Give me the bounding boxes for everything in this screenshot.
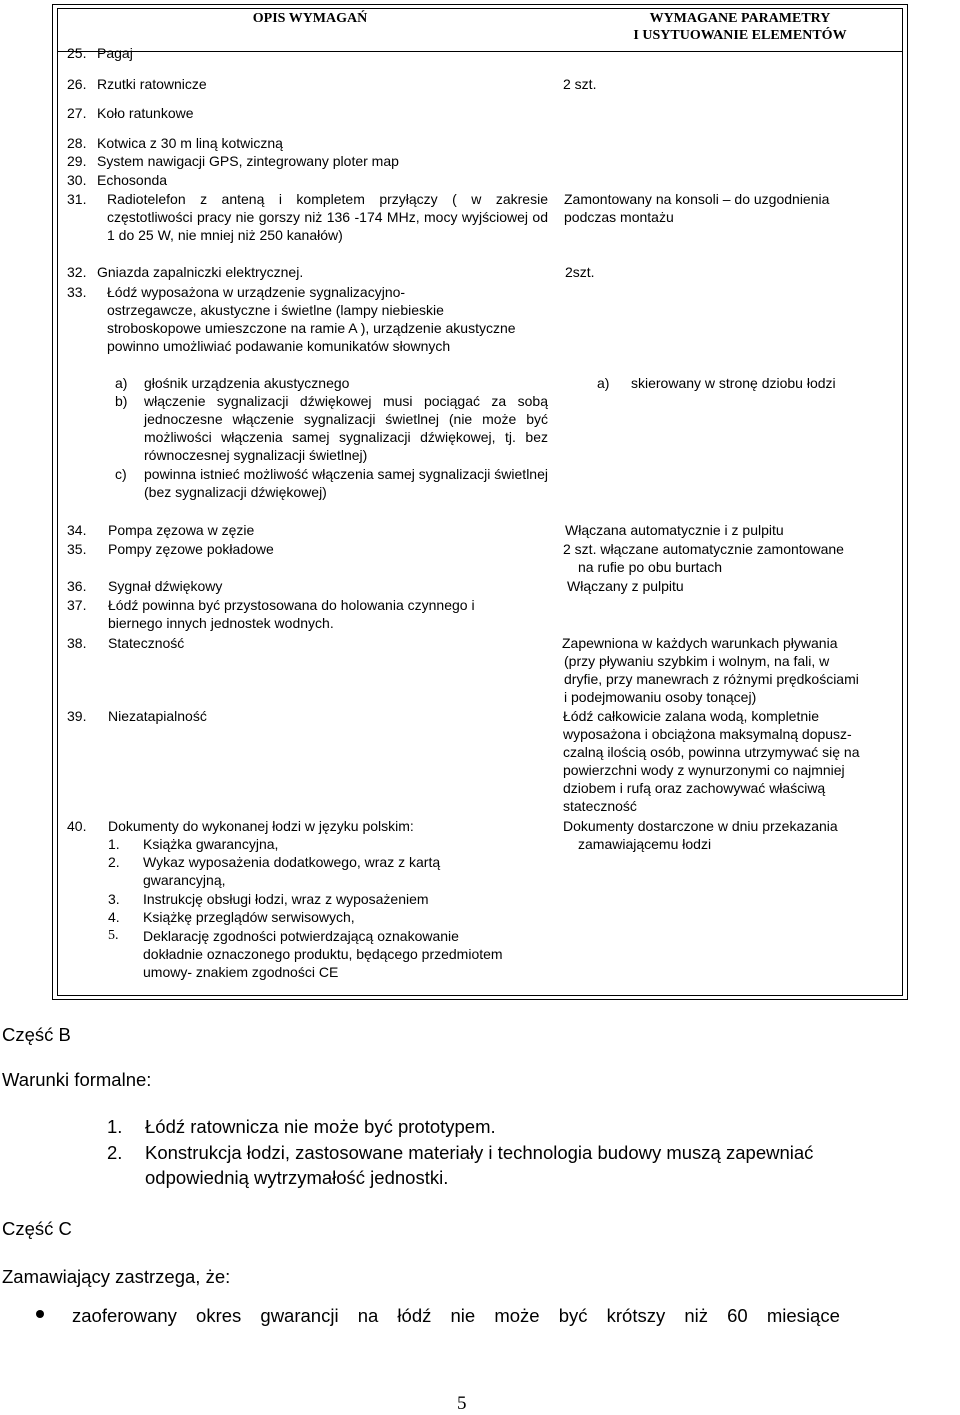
row-value-line: (przy pływaniu szybkim i wolnym, na fali, w	[564, 653, 830, 669]
row-number: 39.	[67, 708, 87, 724]
row-description-line: biernego innych jednostek wodnych.	[108, 615, 334, 631]
part-b-heading: Część B	[2, 1024, 71, 1045]
row-value: Zamontowany na konsoli – do uzgodnienia podczas montażu	[564, 191, 830, 225]
row-number: 26.	[67, 76, 87, 92]
header-parameters-line1: WYMAGANE PARAMETRY	[649, 11, 831, 26]
list-number: 2.	[107, 1142, 123, 1163]
row-description: Pagaj	[97, 45, 133, 61]
row-value-line: stateczność	[563, 798, 637, 814]
list-number: 3.	[108, 891, 120, 907]
row-description: Gniazda zapalniczki elektrycznej.	[97, 264, 304, 280]
row-number: 31.	[67, 191, 87, 207]
list-item-line: odpowiednią wytrzymałość jednostki.	[145, 1167, 449, 1188]
row-value-line: zamawiającemu łodzi	[578, 836, 712, 852]
row-value-line: dziobem i rufą oraz zachowywać właściwą	[563, 780, 826, 796]
list-item: powinna istnieć możliwość włączenia samej sygnalizacji świetlnej (bez sygnalizacji dźwiękowej)	[144, 466, 548, 500]
list-item: Książkę przeglądów serwisowych,	[143, 909, 355, 925]
list-label: b)	[115, 393, 128, 409]
row-value-line: Łódź całkowicie zalana wodą, kompletnie	[563, 708, 820, 724]
list-label: a)	[597, 375, 610, 391]
list-item: Deklarację zgodności potwierdzającą oznakowanie dokładnie oznaczonego produktu, będącego przedmiotem umowy- znakiem zgodności CE	[143, 928, 503, 980]
row-value: 2szt.	[565, 264, 595, 280]
list-number: 2.	[108, 854, 120, 870]
list-item: Wykaz wyposażenia dodatkowego, wraz z kartą gwarancyjną,	[143, 854, 441, 888]
header-parameters-line2: I USYTUOWANIE ELEMENTÓW	[633, 28, 847, 43]
row-number: 28.	[67, 135, 87, 151]
row-description: Koło ratunkowe	[97, 105, 194, 121]
row-value: 2 szt.	[563, 76, 597, 92]
row-value-line: i podejmowaniu osoby tonącej)	[564, 689, 757, 705]
part-b-subheading: Warunki formalne:	[2, 1069, 152, 1090]
row-number: 30.	[67, 172, 87, 188]
row-value-line: Zapewniona w każdych warunkach pływania	[562, 635, 838, 651]
row-number: 32.	[67, 264, 87, 280]
row-description: Kotwica z 30 m liną kotwiczną	[97, 135, 283, 151]
row-description: Radiotelefon z anteną i kompletem przyłączy ( w zakresie częstotliwości pracy nie gorszy niż 136 -174 MHz, mocy wyjściowej od 1 do 25 W, nie mniej niż 250 kanałów)	[107, 191, 548, 243]
list-item: Instrukcję obsługi łodzi, wraz z wyposażeniem	[143, 891, 429, 907]
list-number: 4.	[108, 909, 120, 925]
row-number: 27.	[67, 105, 87, 121]
row-description: Sygnał dźwiękowy	[108, 578, 223, 594]
list-number: 1.	[108, 836, 120, 852]
row-number: 38.	[67, 635, 87, 651]
list-number: 5.	[108, 928, 119, 943]
row-description: Rzutki ratownicze	[97, 76, 207, 92]
row-description: Stateczność	[108, 635, 185, 651]
header-requirements: OPIS WYMAGAŃ	[252, 11, 368, 26]
row-description: Echosonda	[97, 172, 168, 188]
row-number: 33.	[67, 284, 87, 300]
part-c-subheading: Zamawiający zastrzega, że:	[2, 1266, 231, 1287]
row-number: 29.	[67, 153, 87, 169]
row-number: 36.	[67, 578, 87, 594]
row-description: Niezatapialność	[108, 708, 207, 724]
row-value-line: dryfie, przy manewrach z różnymi prędkościami	[564, 671, 859, 687]
row-value-line: powierzchni wody z wynurzonymi co najmniej	[563, 762, 845, 778]
part-c-heading: Część C	[2, 1218, 72, 1239]
page-number: 5	[457, 1393, 467, 1414]
bullet-item: zaoferowany okres gwarancji na łódź nie może być krótszy niż 60 miesiące	[72, 1305, 840, 1326]
row-number: 37.	[67, 597, 87, 613]
row-value-line: czalną ilością osób, powinna utrzymywać się na	[563, 744, 860, 760]
row-number: 34.	[67, 522, 87, 538]
row-description: Pompy zęzowe pokładowe	[108, 541, 274, 557]
row-number: 40.	[67, 818, 87, 834]
row-description-line: Łódź wyposażona w urządzenie sygnalizacyjno-	[107, 284, 406, 300]
list-item-line: Konstrukcja łodzi, zastosowane materiały i technologia budowy muszą zapewniać	[145, 1142, 814, 1163]
list-item: Łódź ratownicza nie może być prototypem.	[145, 1116, 496, 1137]
row-description-line: Łódź powinna być przystosowana do holowania czynnego i	[108, 597, 475, 613]
bullet-icon	[36, 1310, 44, 1318]
row-value-line: 2 szt. włączane automatycznie zamontowane	[563, 541, 844, 557]
row-description: System nawigacji GPS, zintegrowany ploter map	[97, 153, 399, 169]
list-number: 1.	[107, 1116, 123, 1137]
row-description: Pompa zęzowa w zęzie	[108, 522, 255, 538]
row-value-line: na rufie po obu burtach	[578, 559, 722, 575]
row-value: skierowany w stronę dziobu łodzi	[631, 375, 836, 391]
row-value: Włączany z pulpitu	[567, 578, 684, 594]
list-label: a)	[115, 375, 128, 391]
list-label: c)	[115, 466, 127, 482]
row-number: 35.	[67, 541, 87, 557]
row-value-line: wyposażona i obciążona maksymalną dopusz-	[563, 726, 852, 742]
row-number: 25.	[67, 45, 87, 61]
list-item: włączenie sygnalizacji dźwiękowej musi pociągać za sobą jednoczesne włączenie sygnalizacji świetlnej (nie może być możliwości włączenia samej sygnalizacji dźwiękowej, tj. bez równoczesnej sygnalizacji świetlnej)	[144, 393, 548, 463]
row-description: Dokumenty do wykonanej łodzi w języku polskim:	[108, 818, 414, 834]
row-value-line: Dokumenty dostarczone w dniu przekazania	[563, 818, 838, 834]
row-description: ostrzegawcze, akustyczne i świetlne (lampy niebieskie stroboskopowe umieszczone na ramie A ), urządzenie akustyczne powinno umożliwiać podawanie komunikatów słownych	[107, 302, 516, 354]
list-item: głośnik urządzenia akustycznego	[144, 375, 350, 391]
row-value: Włączana automatycznie i z pulpitu	[565, 522, 784, 538]
list-item: Książka gwarancyjna,	[143, 836, 279, 852]
